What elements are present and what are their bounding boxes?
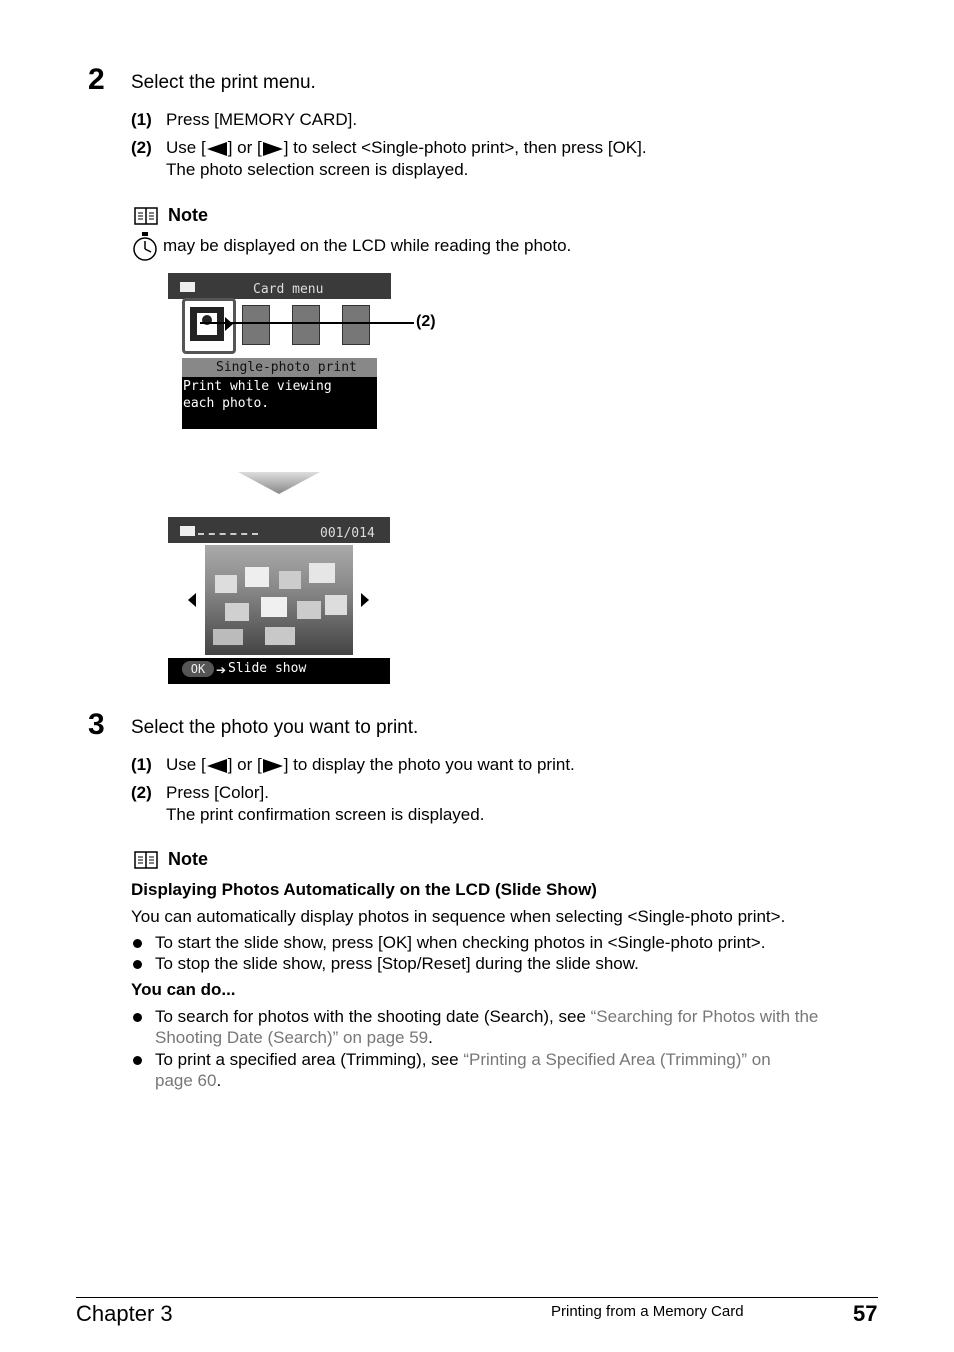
step-2-note-heading: Note [134, 205, 208, 226]
lcd-card-menu-screen [168, 273, 391, 430]
step-2-item-2-detail: The photo selection screen is displayed. [166, 160, 469, 179]
book-icon [134, 851, 158, 869]
photo-thumbnail [205, 545, 353, 655]
index-print-icon[interactable] [242, 305, 270, 345]
step-2-note-text: may be displayed on the LCD while reading the photo. [163, 236, 572, 255]
lcd-photo-selection-screen [168, 517, 390, 684]
bullet-icon [133, 1056, 142, 1065]
list-item: To search for photos with the shooting date (Search), see “Searching for Photos with the Shooting Date (Search)” on page 59. [133, 1006, 893, 1050]
right-arrow-icon: ➔ [216, 663, 227, 677]
lcd-title: Card menu [253, 282, 324, 297]
step-3-number: 3 [88, 708, 105, 741]
card-icon [180, 282, 195, 292]
stopwatch-icon [132, 230, 158, 262]
settings-tools-icon[interactable] [342, 305, 370, 345]
slide-show-label: Slide show [228, 661, 307, 676]
footer-divider [76, 1297, 878, 1298]
search-reference-link-cont[interactable]: Shooting Date (Search)” on page 59 [155, 1028, 429, 1047]
down-arrow-icon [238, 472, 320, 496]
step-2-title: Select the print menu. [131, 72, 316, 93]
ok-button-badge: OK [182, 661, 214, 677]
slide-show-intro: You can automatically display photos in sequence when selecting <Single-photo print>. [131, 907, 786, 926]
right-arrow-icon [263, 759, 283, 773]
step-2-item-2: (2) Use [ ] or [ ] to select <Single-photo print>, then press [OK]. [131, 138, 647, 157]
page-number: 57 [853, 1301, 878, 1326]
trimming-reference-link-cont[interactable]: page 60 [155, 1071, 217, 1090]
left-arrow-icon [207, 759, 227, 773]
step-3-note-heading: Note [134, 849, 208, 870]
layout-print-icon[interactable] [292, 305, 320, 345]
left-arrow-icon [207, 142, 227, 156]
card-icon [180, 526, 195, 536]
right-arrow-icon [263, 142, 283, 156]
you-can-do-heading: You can do... [131, 980, 236, 999]
bullet-icon [133, 960, 142, 969]
slide-show-heading: Displaying Photos Automatically on the LCD (Slide Show) [131, 880, 597, 899]
step-3-item-1: (1) Use [ ] or [ ] to display the photo you want to print. [131, 755, 575, 774]
step-2-number: 2 [88, 63, 105, 96]
step-3-item-2: (2) Press [Color]. [131, 783, 269, 802]
filename-placeholder [198, 533, 258, 535]
search-reference-link[interactable]: “Searching for Photos with the [590, 1007, 819, 1026]
footer-section: Printing from a Memory Card [551, 1303, 744, 1320]
trimming-reference-link[interactable]: “Printing a Specified Area (Trimming)” on [463, 1050, 771, 1069]
callout-label: (2) [416, 313, 436, 330]
list-item: To print a specified area (Trimming), see “Printing a Specified Area (Trimming)” on page 60. [133, 1049, 893, 1093]
selector-arrow-icon [225, 317, 233, 331]
bullet-icon [133, 939, 142, 948]
book-icon [134, 207, 158, 225]
mode-description-line-2: each photo. [183, 396, 270, 411]
step-3-item-2-detail: The print confirmation screen is displayed. [166, 805, 485, 824]
previous-photo-arrow-icon[interactable] [188, 593, 196, 607]
step-3-title: Select the photo you want to print. [131, 717, 419, 738]
footer-chapter: Chapter 3 [76, 1301, 173, 1326]
mode-label: Single-photo print [216, 360, 357, 375]
next-photo-arrow-icon[interactable] [361, 593, 369, 607]
bullet-icon [133, 1013, 142, 1022]
mode-description-line-1: Print while viewing [183, 379, 332, 394]
photo-counter: 001/014 [320, 526, 375, 541]
callout-line [200, 322, 414, 324]
step-2-item-1: (1) Press [MEMORY CARD]. [131, 110, 358, 129]
